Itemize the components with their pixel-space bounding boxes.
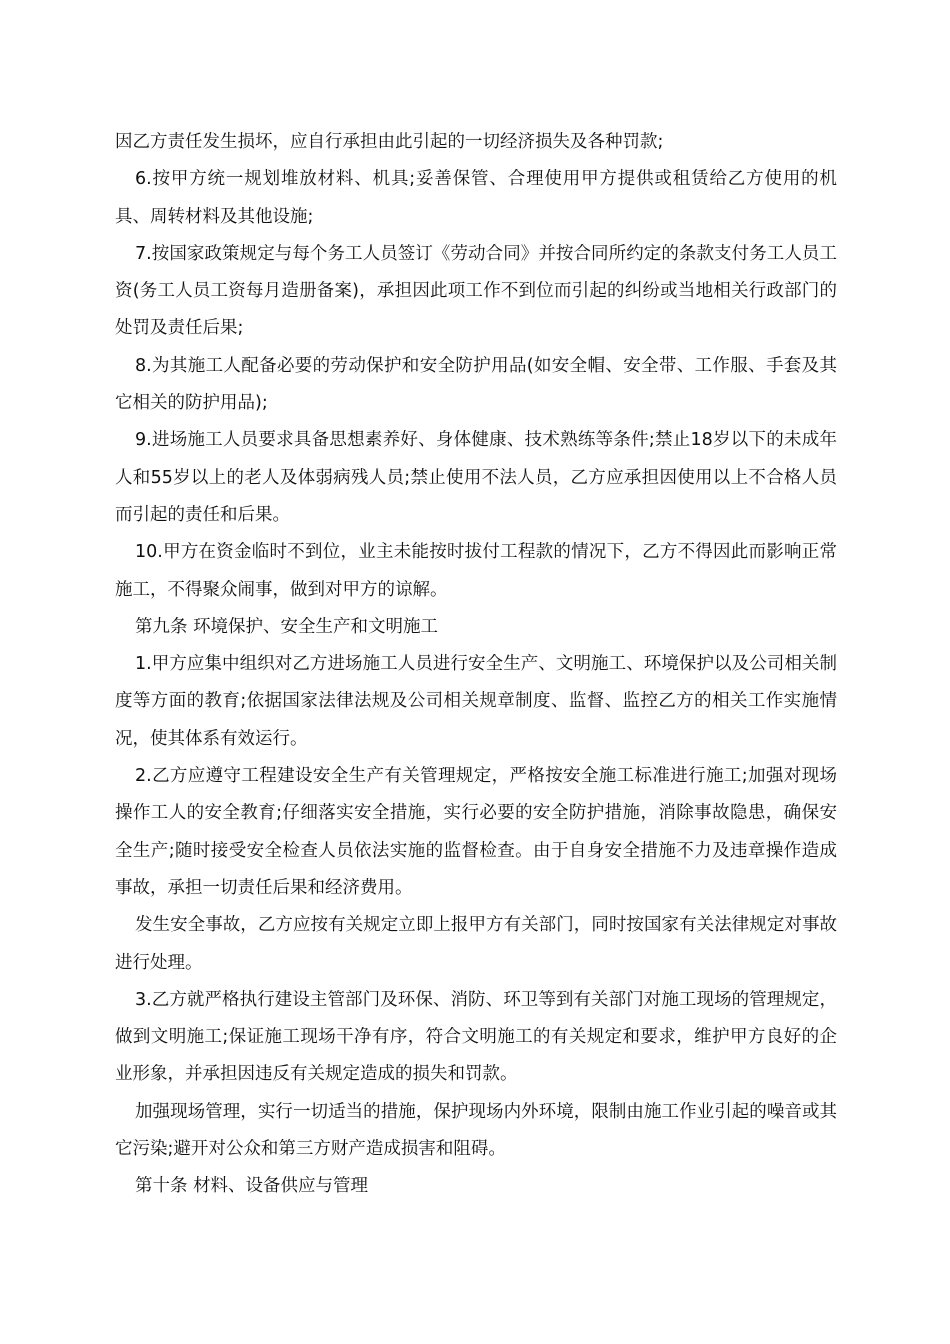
paragraph-item-6: 6.按甲方统一规划堆放材料、机具;妥善保管、合理使用甲方提供或租赁给乙方使用的机具、周转材料及其他设施; xyxy=(115,169,837,227)
section-heading-article-9: 第九条 环境保护、安全生产和文明施工 xyxy=(135,616,439,637)
paragraph-accident-report: 发生安全事故，乙方应按有关规定立即上报甲方有关部门，同时按国家有关法律规定对事故进行处理。 xyxy=(115,915,837,973)
document-body xyxy=(115,124,837,1206)
paragraph-item-7: 7.按国家政策规定与每个务工人员签订《劳动合同》并按合同所约定的条款支付务工人员工资(务工人员工资每月造册备案)，承担因此项工作不到位而引起的纠纷或当地相关行政部门的处罚及责任后果; xyxy=(115,243,837,339)
paragraph-item-8: 8.为其施工人配备必要的劳动保护和安全防护用品(如安全帽、安全带、工作服、手套及其它相关的防护用品); xyxy=(115,355,837,414)
paragraph-art9-item-3: 3.乙方就严格执行建设主管部门及环保、消防、环卫等到有关部门对施工现场的管理规定，做到文明施工;保证施工现场干净有序，符合文明施工的有关规定和要求，维护甲方良好的企业形象，并承担因违反有关规定造成的损失和罚款。 xyxy=(115,989,837,1085)
paragraph-site-management: 加强现场管理，实行一切适当的措施，保护现场内外环境，限制由施工作业引起的噪音或其它污染;避开对公众和第三方财产造成损害和阻碍。 xyxy=(115,1101,837,1160)
paragraph-item-10: 10.甲方在资金临时不到位，业主未能按时拔付工程款的情况下，乙方不得因此而影响正常施工，不得聚众闹事，做到对甲方的谅解。 xyxy=(115,542,837,600)
paragraph-item-9: 9.进场施工人员要求具备思想素养好、身体健康、技术熟练等条件;禁止18岁以下的未成年人和55岁以上的老人及体弱病残人员;禁止使用不法人员，乙方应承担因使用以上不合格人员而引起的责任和后果。 xyxy=(115,430,837,525)
paragraph-art9-item-2: 2.乙方应遵守工程建设安全生产有关管理规定，严格按安全施工标准进行施工;加强对现场操作工人的安全教育;仔细落实安全措施，实行必要的安全防护措施，消除事故隐患，确保安全生产;随时接受安全检查人员依法实施的监督检查。由于自身安全措施不力及违章操作造成事故，承担一切责任后果和经济费用。 xyxy=(115,766,837,898)
paragraph-continuation: 因乙方责任发生损坏，应自行承担由此引起的一切经济损失及各种罚款; xyxy=(115,132,664,152)
paragraph-art9-item-1: 1.甲方应集中组织对乙方进场施工人员进行安全生产、文明施工、环境保护以及公司相关制度等方面的教育;依据国家法律法规及公司相关规章制度、监督、监控乙方的相关工作实施情况，使其体系有效运行。 xyxy=(115,654,837,749)
section-heading-article-10: 第十条 材料、设备供应与管理 xyxy=(135,1176,369,1197)
